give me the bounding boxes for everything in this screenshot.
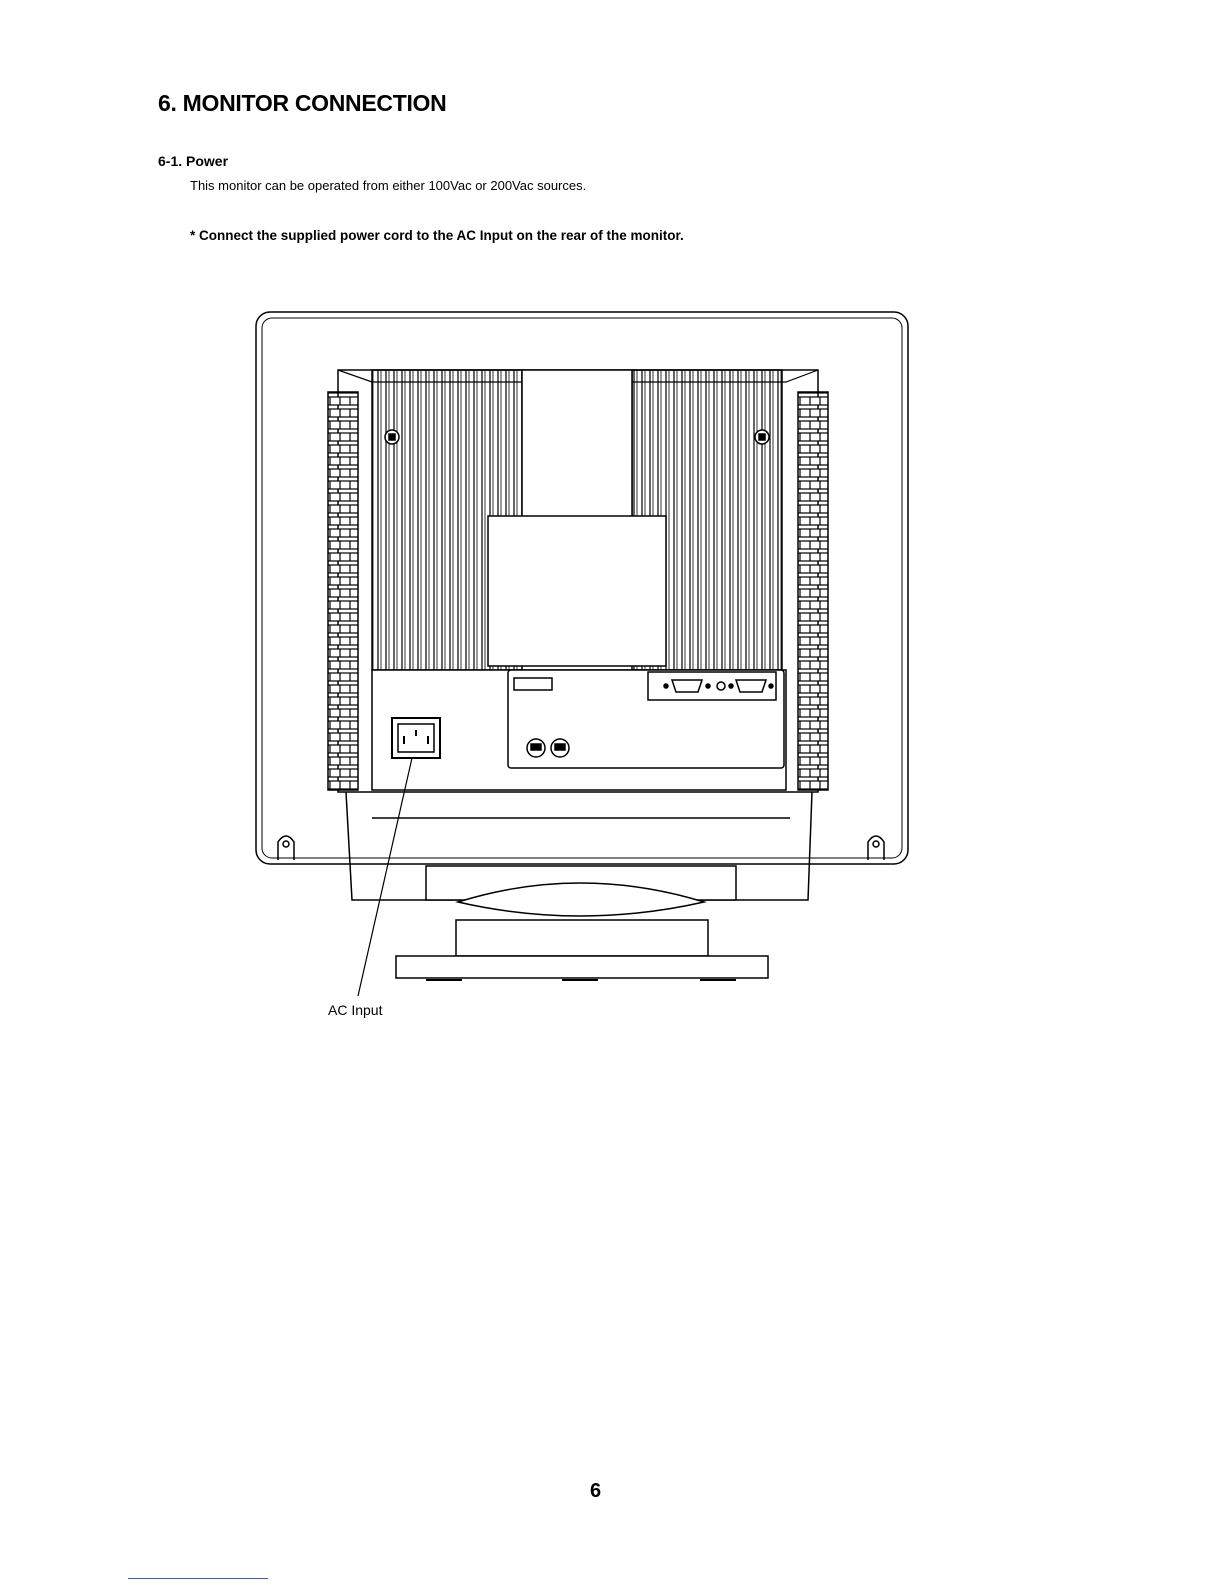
stand-base — [396, 956, 768, 978]
round-jack — [717, 682, 725, 690]
label-slot — [514, 678, 552, 690]
right-side-fins — [798, 392, 828, 790]
center-label-panel — [488, 516, 666, 666]
screw-left — [385, 430, 399, 444]
bezel-foot-left — [278, 836, 294, 860]
bezel-foot-right — [868, 836, 884, 860]
mini-din-port-1 — [527, 739, 545, 757]
subsection-title: 6-1. Power — [158, 153, 229, 169]
footer-rule — [128, 1578, 268, 1579]
power-instruction: * Connect the supplied power cord to the AC Input on the rear of the monitor. — [190, 228, 684, 243]
page-number: 6 — [590, 1480, 602, 1502]
section-title: 6. MONITOR CONNECTION — [158, 90, 447, 116]
screw-right — [755, 430, 769, 444]
ac-inlet-socket — [392, 718, 440, 758]
ac-input-callout-label: AC Input — [328, 1002, 383, 1018]
power-description: This monitor can be operated from either 100Vac or 200Vac sources. — [190, 178, 587, 193]
mini-din-port-2 — [551, 739, 569, 757]
top-center-panel — [522, 370, 632, 518]
left-side-fins — [328, 392, 358, 790]
